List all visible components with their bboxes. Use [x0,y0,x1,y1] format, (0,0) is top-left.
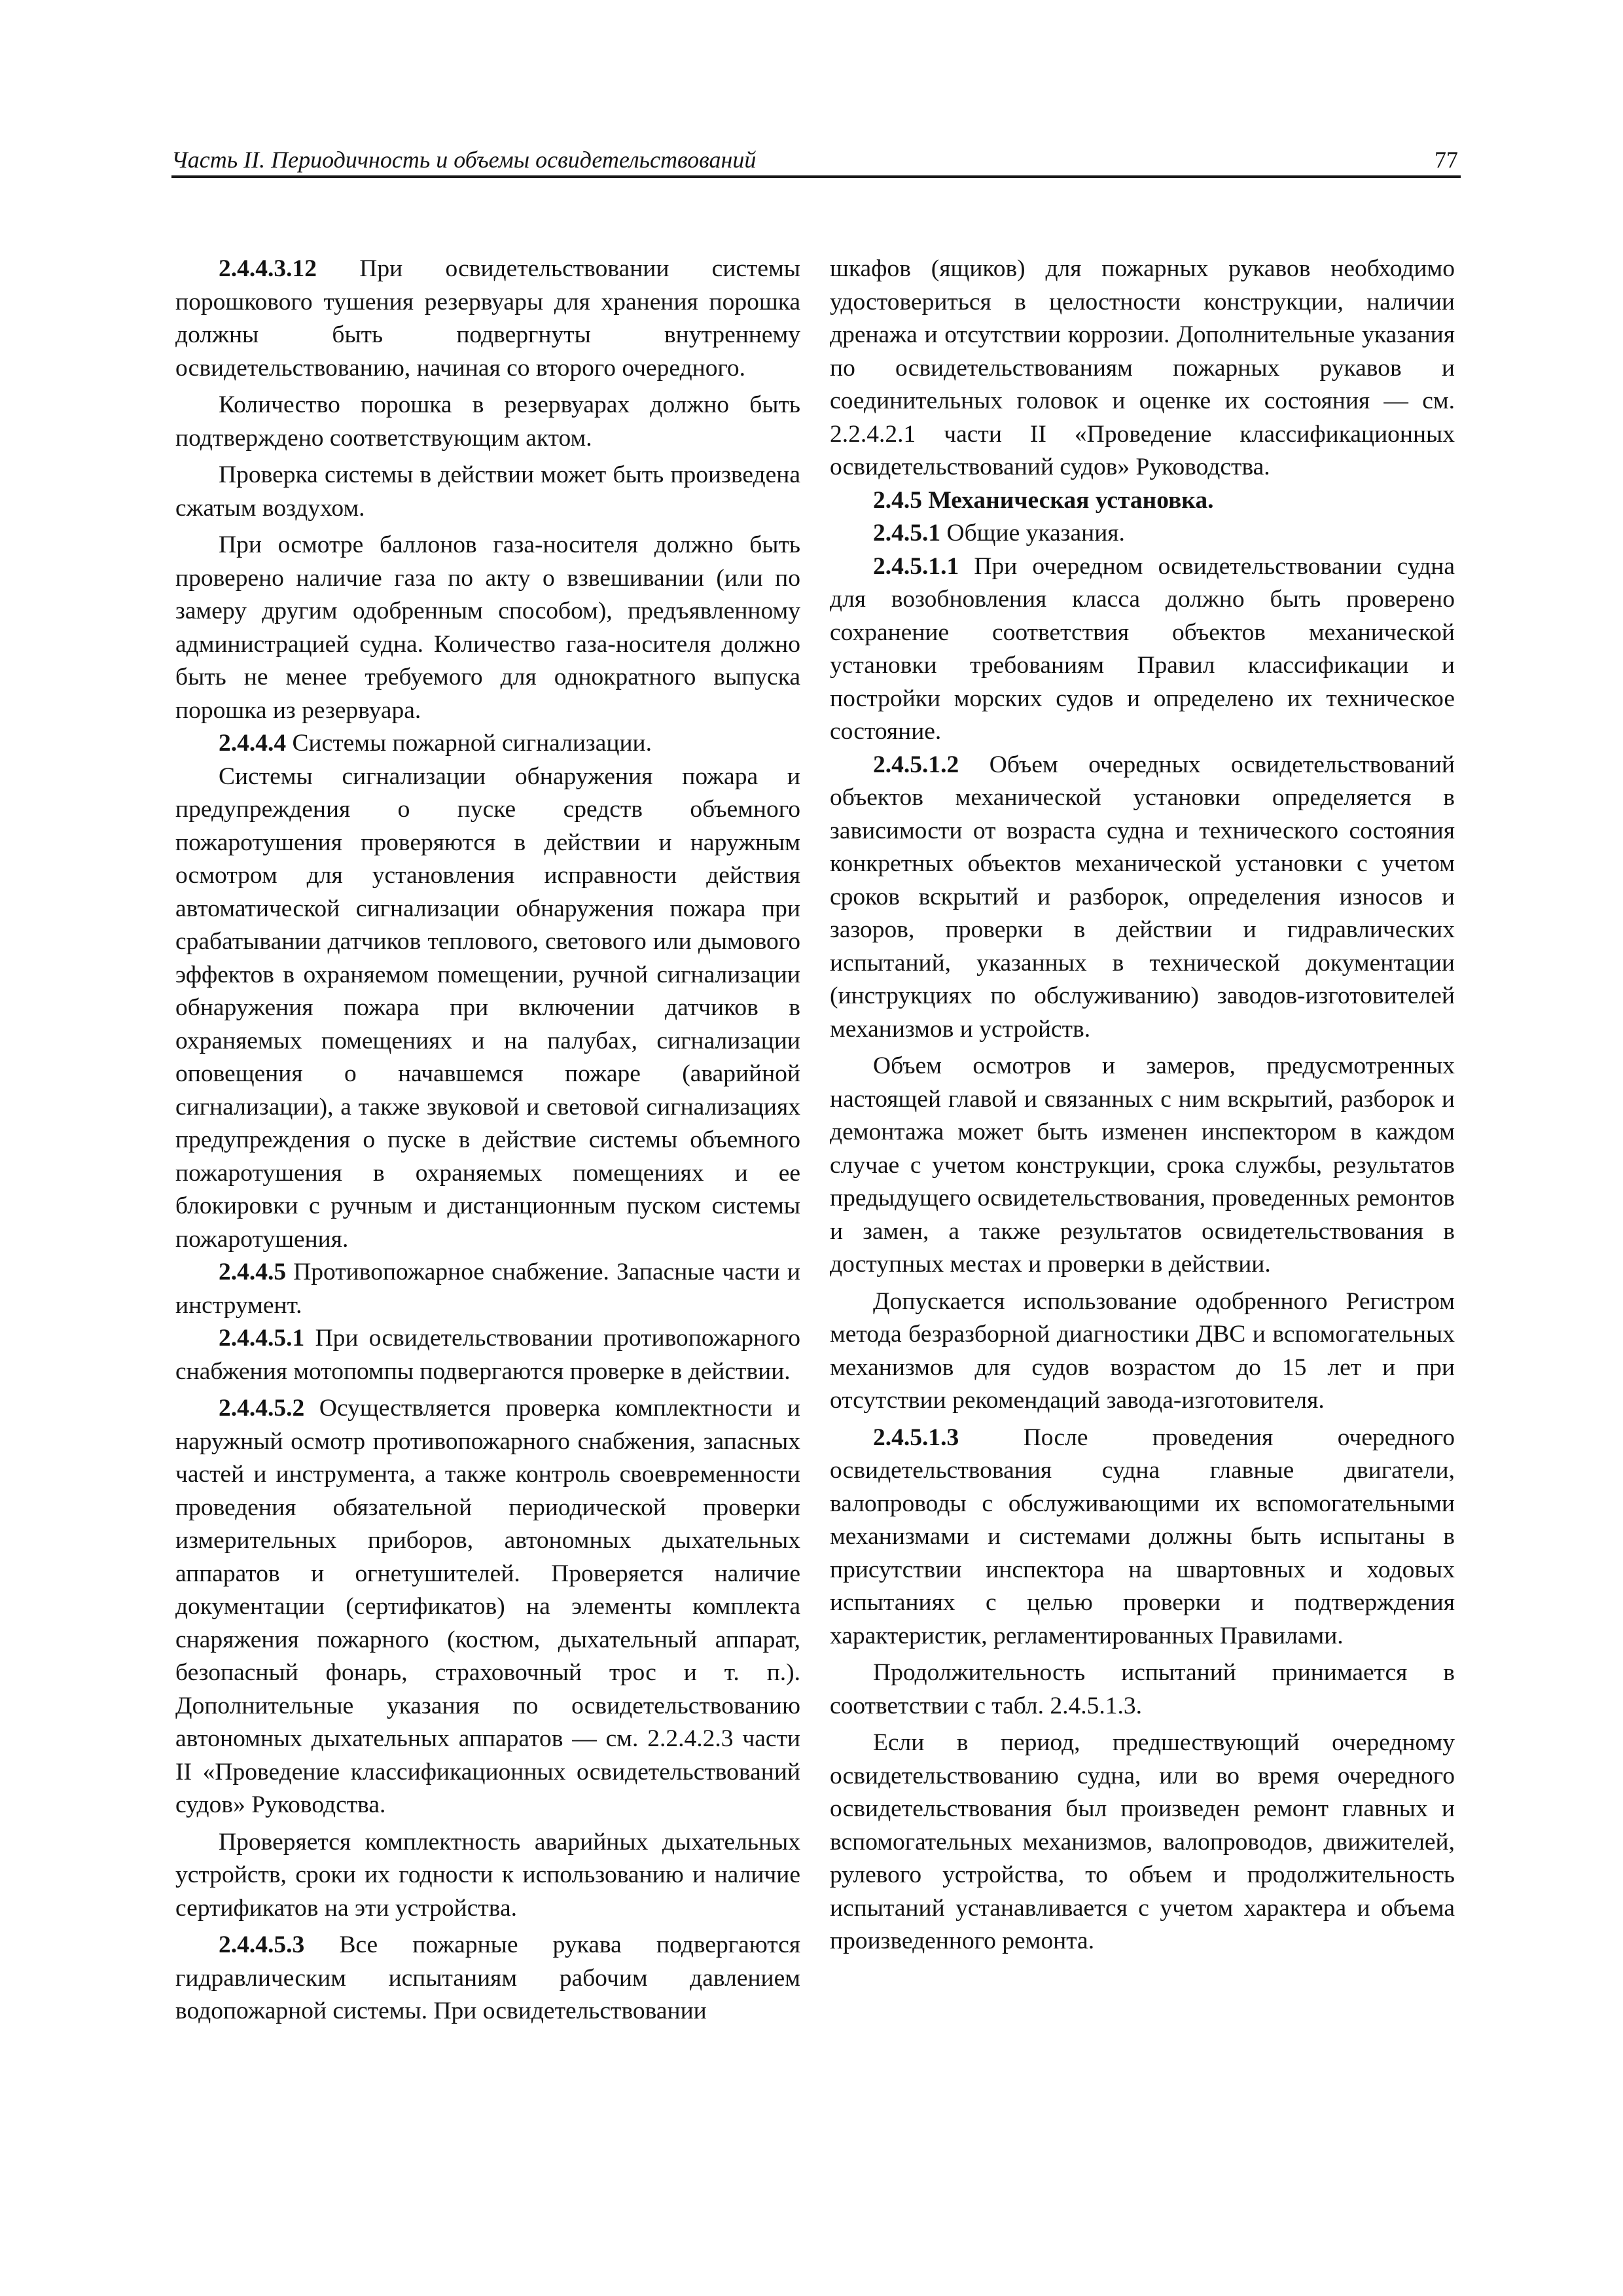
paragraph [830,517,1455,550]
paragraph-text: Количество порошка в резервуарах должно быть подтверждено соответствующим актом. [175,391,800,452]
header-title: Часть II. Периодичность и объемы освидетельствований [171,147,757,173]
paragraph-text: Общие указания. [940,520,1125,547]
paragraph-text: Системы пожарной сигнализации. [286,730,652,757]
paragraph-text: Если в период, предшествующий очередному освидетельствованию судна, или во время очередного освидетельствования был произведен ремонт главных и вспомогательных механизмов, валопроводов, движителей, рулевого устройства, то объем и продолжительность испытаний устанавливается с учетом характера и объема произведенного ремонта. [830,1729,1455,1954]
paragraph [175,1929,800,2028]
paragraph [830,1727,1455,1958]
header-rule [171,175,1461,178]
paragraph-text: Допускается использование одобренного Регистром метода безразборной диагностики ДВС и вспомогательных механизмов для судов возрастом до 15 лет и при отсутствии рекомендаций завода-изготовителя. [830,1287,1455,1414]
paragraph-text: Системы сигнализации обнаружения пожара и предупреждения о пуске средств объемного пожаротушения проверяются в действии и наружным осмотром для установления исправности действия автоматической сигнализации обнаружения пожара при срабатывании датчиков теплового, светового или дымового эффектов в охраняемом помещении, ручной сигнализации обнаружения пожара при включении датчиков в охраняемых помещениях и на палубах, сигнализации оповещения о начавшемся пожаре (аварийной сигнализации), а также звуковой и световой сигнализациях предупреждения о пуске в действие системы объемного пожаротушения в охраняемых помещениях и ее блокировки с ручным и дистанционным пуском системы пожаротушения. [175,762,800,1253]
paragraph [175,727,800,761]
paragraph-text: Продолжительность испытаний принимается в соответствии с табл. 2.4.5.1.3. [830,1659,1455,1719]
paragraph-text: шкафов (ящиков) для пожарных рукавов необходимо удостовериться в целостности конструкции, наличии дренажа и отсутствии коррозии. Дополнительные указания по освидетельствованиям пожарных рукавов и соединительных головок и оценке их состояния — см. 2.2.4.2.1 части II «Проведение классификационных освидетельствований судов» Руководства. [830,255,1455,480]
paragraph [175,459,800,525]
paragraph [175,253,800,385]
clause-number: 2.4.5.1 [873,520,941,547]
paragraph [175,761,800,1257]
paragraph-text: При очередном освидетельствовании судна для возобновления класса должно быть проверено сохранение соответствия объектов механической установки требованиям Правил классификации и постройки морских судов и определено их техническое состояние. [830,552,1455,745]
paragraph-text: После проведения очередного освидетельствования судна главные двигатели, валопроводы с обслуживающими их вспомогательными механизмами и системами должны быть испытаны в присутствии инспектора на швартовных и ходовых испытаниях с целью проверки и подтверждения характеристик, регламентированных Правилами. [830,1424,1455,1649]
section-heading [830,484,1455,518]
clause-number: 2.4.4.5 [219,1259,287,1285]
paragraph-text: Объем осмотров и замеров, предусмотренных настоящей главой и связанных с ним вскрытий, разборок и демонтажа может быть изменен инспектором в каждом случае с учетом конструкции, срока службы, результатов предыдущего освидетельствования, проведенных ремонтов и замен, а также результатов освидетельствования в доступных местах и проверки в действии. [830,1052,1455,1278]
paragraph-text: При осмотре баллонов газа-носителя должно быть проверено наличие газа по акту о взвешивании (или по замеру другим одобренным способом), предъявленному администрацией судна. Количество газа-носителя должно быть не менее требуемого для однократного выпуска порошка из резервуара. [175,531,800,724]
paragraph-text: Объем очередных освидетельствований объектов механической установки определяется в зависимости от возраста судна и технического состояния конкретных объектов механической установки с учетом сроков вскрытий и разборок, определения износов и зазоров, проверки в действии и гидравлических испытаний, указанных в технической документации (инструкциях по обслуживанию) заводов-изготовителей механизмов и устройств. [830,751,1455,1043]
paragraph-text: При освидетельствовании противопожарного снабжения мотопомпы подвергаются проверке в действии. [175,1325,800,1385]
paragraph [830,749,1455,1047]
page-number: 77 [1435,147,1458,173]
paragraph [175,529,800,727]
paragraph-text: Противопожарное снабжение. Запасные части и инструмент. [175,1259,800,1319]
paragraph-text: Осуществляется проверка комплектности и наружный осмотр противопожарного снабжения, запасных частей и инструмента, а также контроль своевременности проведения обязательной периодической проверки измерительных приборов, автономных дыхательных аппаратов и огнетушителей. Проверяется наличие документации (сертификатов) на элементы комплекта снаряжения пожарного (костюм, дыхательный аппарат, безопасный фонарь, страховочный трос и т. п.). Дополнительные указания по освидетельствованию автономных дыхательных аппаратов — см. 2.2.4.2.3 части II «Проведение классификационных освидетельствований судов» Руководства. [175,1395,800,1818]
paragraph-text: Проверяется комплектность аварийных дыхательных устройств, сроки их годности к использованию и наличие сертификатов на эти устройства. [175,1828,800,1922]
left-column [175,253,800,2028]
paragraph [830,1285,1455,1418]
section-title: 2.4.5 Механическая установка. [873,486,1214,514]
paragraph [830,550,1455,749]
clause-number: 2.4.4.5.2 [219,1395,305,1422]
clause-number: 2.4.4.5.1 [219,1325,305,1352]
clause-number: 2.4.5.1.2 [873,751,959,778]
paragraph [830,1050,1455,1282]
running-header [171,139,1461,178]
paragraph [175,1256,800,1322]
clause-number: 2.4.5.1.1 [873,552,959,580]
paragraph [175,1826,800,1926]
paragraph-text: При освидетельствовании системы порошкового тушения резервуары для хранения порошка должны быть подвергнуты внутреннему освидетельствованию, начиная со второго очередного. [175,255,800,382]
clause-number: 2.4.4.4 [219,730,287,757]
paragraph [830,1422,1455,1653]
clause-number: 2.4.4.3.12 [219,255,317,282]
paragraph [175,1392,800,1822]
paragraph [175,1322,800,1388]
paragraph [830,1657,1455,1723]
paragraph [175,389,800,455]
right-column [830,253,1455,1958]
paragraph-text: Проверка системы в действии может быть произведена сжатым воздухом. [175,461,800,522]
paragraph-text: Все пожарные рукава подвергаются гидравлическим испытаниям рабочим давлением водопожарной системы. При освидетельствовании [175,1931,800,2024]
clause-number: 2.4.5.1.3 [873,1424,959,1451]
paragraph [830,253,1455,484]
clause-number: 2.4.4.5.3 [219,1931,305,1958]
